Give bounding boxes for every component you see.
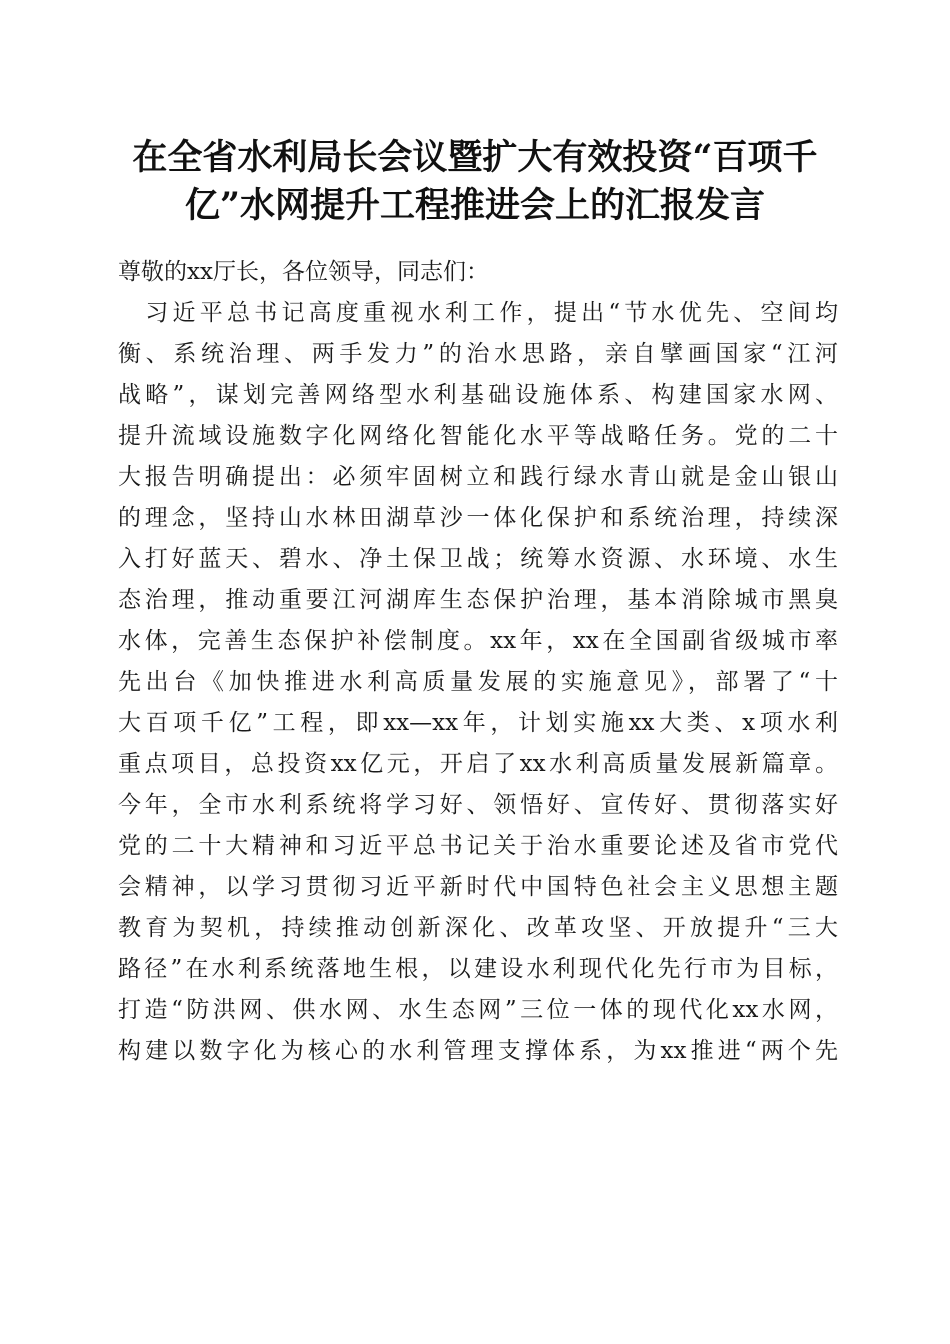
title-line-2: 亿”水网提升工程推进会上的汇报发言 xyxy=(184,185,766,226)
document-body xyxy=(118,252,838,1072)
body-line: 水体，完善生态保护补偿制度。xx年，xx在全国副省级城市率 xyxy=(118,628,838,654)
body-paragraph xyxy=(118,293,838,1072)
body-line: 今年，全市水利系统将学习好、领悟好、宣传好、贯彻落实好 xyxy=(118,792,838,818)
body-line: 构建以数字化为核心的水利管理支撑体系，为xx推进“两个先 xyxy=(118,1038,838,1064)
body-line: 重点项目，总投资xx亿元，开启了xx水利高质量发展新篇章。 xyxy=(118,751,838,777)
body-line: 党的二十大精神和习近平总书记关于治水重要论述及省市党代 xyxy=(118,833,838,859)
body-line: 大报告明确提出：必须牢固树立和践行绿水青山就是金山银山 xyxy=(118,464,838,490)
salutation: 尊敬的xx厅长，各位领导，同志们： xyxy=(118,259,489,285)
body-line: 习近平总书记高度重视水利工作，提出“节水优先、空间均 xyxy=(118,300,838,326)
body-line: 的理念，坚持山水林田湖草沙一体化保护和系统治理，持续深 xyxy=(118,505,838,531)
body-line: 战略”，谋划完善网络型水利基础设施体系、构建国家水网、 xyxy=(118,382,838,408)
title-line-1: 在全省水利局长会议暨扩大有效投资“百项千 xyxy=(132,137,818,178)
body-line: 入打好蓝天、碧水、净土保卫战；统筹水资源、水环境、水生 xyxy=(118,546,838,572)
body-line: 衡、系统治理、两手发力”的治水思路，亲自擘画国家“江河 xyxy=(118,341,838,367)
body-line: 会精神，以学习贯彻习近平新时代中国特色社会主义思想主题 xyxy=(118,874,838,900)
document-title xyxy=(100,134,850,230)
body-line: 态治理，推动重要江河湖库生态保护治理，基本消除城市黑臭 xyxy=(118,587,838,613)
body-line: 大百项千亿”工程，即xx—xx年，计划实施xx大类、x项水利 xyxy=(118,710,838,736)
body-line: 教育为契机，持续推动创新深化、改革攻坚、开放提升“三大 xyxy=(118,915,838,941)
body-line: 打造“防洪网、供水网、水生态网”三位一体的现代化xx水网， xyxy=(118,997,838,1023)
body-line: 先出台《加快推进水利高质量发展的实施意见》，部署了“十 xyxy=(118,669,838,695)
body-line: 提升流域设施数字化网络化智能化水平等战略任务。党的二十 xyxy=(118,423,838,449)
body-line: 路径”在水利系统落地生根，以建设水利现代化先行市为目标， xyxy=(118,956,838,982)
